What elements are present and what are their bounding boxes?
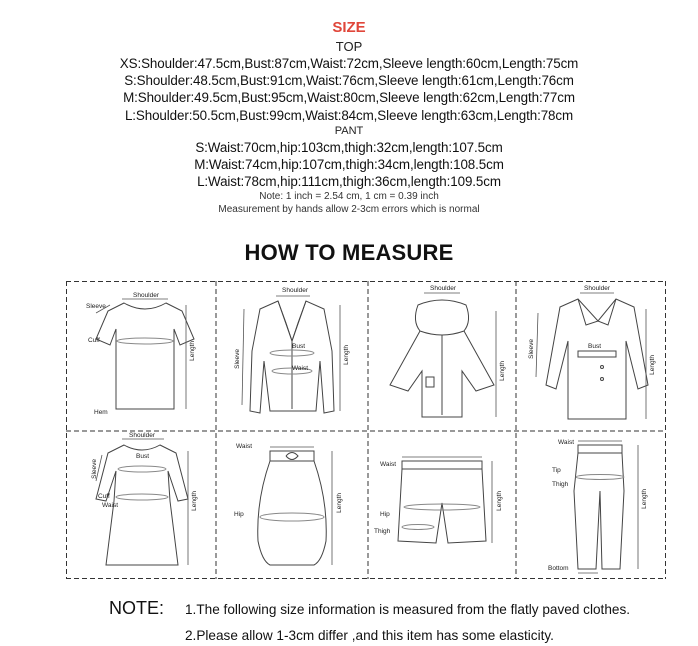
coat-diagram bbox=[516, 281, 666, 430]
tshirt-shoulder-label: Shoulder bbox=[133, 292, 160, 299]
skirt-hip-label: Hip bbox=[234, 511, 244, 518]
pants-waist-label: Waist bbox=[558, 439, 575, 446]
coat-length-label: Length bbox=[649, 355, 656, 375]
dress-waist-label: Waist bbox=[102, 502, 119, 509]
tshirt-diagram bbox=[66, 281, 216, 430]
tshirt-sleeve-label: Sleeve bbox=[86, 303, 106, 310]
dress-cuff-label: Cuff bbox=[98, 493, 110, 500]
pants-diagram bbox=[516, 431, 666, 580]
dress-sleeve-label: Sleeve bbox=[91, 459, 98, 479]
cape-diagram bbox=[368, 281, 518, 430]
blazer-shoulder-label: Shoulder bbox=[282, 287, 309, 294]
coat-bust-label: Bust bbox=[588, 343, 602, 350]
shorts-thigh-label: Thigh bbox=[374, 528, 391, 535]
pants-length-label: Length bbox=[641, 489, 648, 509]
top-label: TOP bbox=[335, 39, 363, 54]
shorts-diagram bbox=[368, 431, 518, 580]
pant-size-m: M:Waist:74cm,hip:107cm,thigh:34cm,length:108.5cm bbox=[194, 157, 504, 173]
top-size-xs: XS:Shoulder:47.5cm,Bust:87cm,Waist:72cm,Sleeve length:60cm,Length:75cm bbox=[119, 56, 579, 71]
cape-icon bbox=[368, 281, 516, 430]
tshirt-length-label: Length bbox=[189, 341, 196, 361]
conversion-note: Note: 1 inch = 2.54 cm, 1 cm = 0.39 inch bbox=[259, 191, 439, 203]
cape-length-label: Length bbox=[499, 361, 506, 381]
measure-diagram-grid bbox=[66, 281, 666, 579]
cape-shoulder-label: Shoulder bbox=[430, 285, 457, 292]
shorts-waist-label: Waist bbox=[380, 461, 397, 468]
pant-label: PANT bbox=[334, 124, 364, 137]
top-size-s: S:Shoulder:48.5cm,Bust:91cm,Waist:76cm,Sleeve length:61cm,Length:76cm bbox=[124, 73, 574, 89]
pant-size-l: L:Waist:78cm,hip:111cm,thigh:36cm,length:109.5cm bbox=[197, 174, 501, 190]
blazer-bust-label: Bust bbox=[292, 343, 306, 350]
how-to-measure-heading: HOW TO MEASURE bbox=[244, 240, 454, 265]
top-size-m: M:Shoulder:49.5cm,Bust:95cm,Waist:80cm,Sleeve length:62cm,Length:77cm bbox=[123, 90, 575, 106]
shorts-hip-label: Hip bbox=[380, 511, 390, 518]
coat-sleeve-label: Sleeve bbox=[528, 339, 535, 359]
shorts-icon bbox=[368, 431, 516, 579]
skirt-icon bbox=[216, 431, 368, 579]
dress-shoulder-label: Shoulder bbox=[129, 432, 156, 439]
error-note: Measurement by hands allow 2-3cm errors which is normal bbox=[218, 204, 480, 216]
tshirt-hem-label: Hem bbox=[94, 409, 108, 416]
pants-bottom-label: Bottom bbox=[548, 565, 569, 572]
note-1: 1.The following size information is measured from the flatly paved clothes. bbox=[185, 602, 631, 617]
dress-bust-label: Bust bbox=[136, 453, 150, 460]
note-2: 2.Please allow 1-3cm differ ,and this item has some elasticity. bbox=[185, 628, 554, 643]
pants-thigh-label: Thigh bbox=[552, 481, 569, 488]
dress-diagram bbox=[66, 431, 216, 580]
pant-size-s: S:Waist:70cm,hip:103cm,thigh:32cm,length:107.5cm bbox=[195, 139, 503, 155]
note-heading: NOTE: bbox=[109, 598, 165, 618]
skirt-waist-label: Waist bbox=[236, 443, 253, 450]
skirt-length-label: Length bbox=[336, 493, 343, 513]
blazer-sleeve-label: Sleeve bbox=[234, 349, 241, 369]
size-chart bbox=[0, 18, 698, 216]
blazer-waist-label: Waist bbox=[292, 365, 309, 372]
tshirt-cuff-label: Cuff bbox=[88, 337, 100, 344]
dress-length-label: Length bbox=[191, 491, 198, 511]
blazer-length-label: Length bbox=[343, 345, 350, 365]
blazer-diagram bbox=[216, 281, 366, 430]
coat-shoulder-label: Shoulder bbox=[584, 285, 611, 292]
skirt-diagram bbox=[216, 431, 366, 580]
coat-icon bbox=[516, 281, 666, 430]
size-title: SIZE bbox=[332, 19, 366, 36]
shorts-length-label: Length bbox=[496, 491, 503, 511]
top-size-l: L:Shoulder:50.5cm,Bust:99cm,Waist:84cm,Sleeve length:63cm,Length:78cm bbox=[124, 107, 574, 123]
pants-tip-label: Tip bbox=[552, 467, 561, 474]
